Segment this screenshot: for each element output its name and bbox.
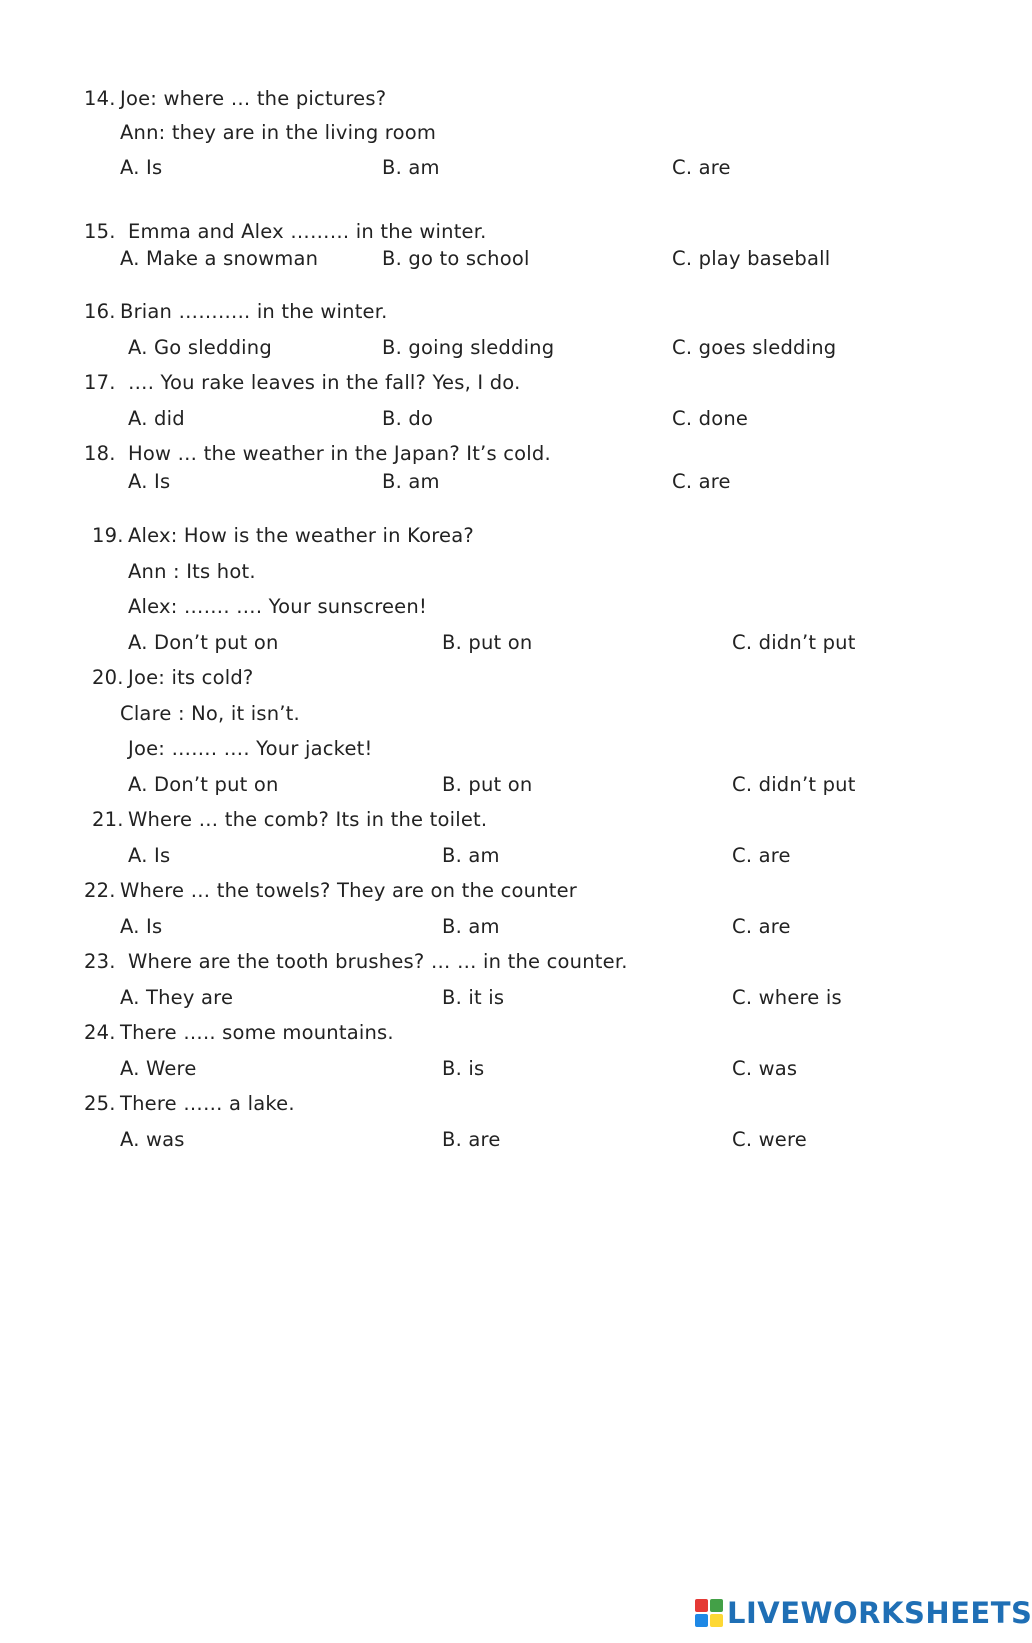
option-c: C. are bbox=[672, 156, 731, 179]
question-number: 22. bbox=[84, 879, 116, 902]
question-number: 21. bbox=[92, 808, 124, 831]
option-a: A. They are bbox=[120, 986, 234, 1009]
option-a: A. was bbox=[120, 1128, 185, 1151]
option-c: C. are bbox=[732, 915, 791, 938]
option-a: A. Don’t put on bbox=[128, 631, 279, 654]
option-c: C. were bbox=[732, 1128, 807, 1151]
question-number: 15. bbox=[84, 220, 116, 243]
option-a: A. did bbox=[128, 407, 185, 430]
option-b: B. put on bbox=[442, 631, 533, 654]
option-a: A. Don’t put on bbox=[128, 773, 279, 796]
option-b: B. am bbox=[442, 844, 500, 867]
question-number: 19. bbox=[92, 524, 124, 547]
option-c: C. didn’t put bbox=[732, 773, 856, 796]
option-b: B. are bbox=[442, 1128, 501, 1151]
question-text: Joe: ……. …. Your jacket! bbox=[128, 737, 373, 760]
option-c: C. play baseball bbox=[672, 247, 831, 270]
option-c: C. done bbox=[672, 407, 749, 430]
question-text: There ….. some mountains. bbox=[120, 1021, 394, 1044]
option-a: A. Is bbox=[128, 844, 171, 867]
question-text: Clare : No, it isn’t. bbox=[120, 702, 300, 725]
question-text: Emma and Alex ……… in the winter. bbox=[128, 220, 487, 243]
question-text: Joe: where … the pictures? bbox=[120, 87, 387, 110]
liveworksheets-logo-icon bbox=[695, 1599, 723, 1627]
question-text: …. You rake leaves in the fall? Yes, I do. bbox=[128, 371, 521, 394]
option-a: A. Is bbox=[120, 156, 163, 179]
question-number: 16. bbox=[84, 300, 116, 323]
option-b: B. am bbox=[382, 156, 440, 179]
question-text: There …… a lake. bbox=[120, 1092, 295, 1115]
question-number: 14. bbox=[84, 87, 116, 110]
option-c: C. goes sledding bbox=[672, 336, 837, 359]
option-c: C. where is bbox=[732, 986, 842, 1009]
question-text: Brian ……….. in the winter. bbox=[120, 300, 388, 323]
option-a: A. Is bbox=[120, 915, 163, 938]
option-a: A. Were bbox=[120, 1057, 197, 1080]
question-number: 20. bbox=[92, 666, 124, 689]
question-text: Where … the towels? They are on the counter bbox=[120, 879, 578, 902]
option-b: B. go to school bbox=[382, 247, 530, 270]
question-text: How … the weather in the Japan? It’s cold. bbox=[128, 442, 551, 465]
option-a: A. Go sledding bbox=[128, 336, 272, 359]
question-text: Ann : Its hot. bbox=[128, 560, 256, 583]
option-c: C. are bbox=[732, 844, 791, 867]
option-b: B. is bbox=[442, 1057, 485, 1080]
option-b: B. am bbox=[442, 915, 500, 938]
option-b: B. am bbox=[382, 470, 440, 493]
option-c: C. are bbox=[672, 470, 731, 493]
option-b: B. it is bbox=[442, 986, 505, 1009]
question-number: 24. bbox=[84, 1021, 116, 1044]
question-text: Where are the tooth brushes? … … in the counter. bbox=[128, 950, 628, 973]
option-b: B. going sledding bbox=[382, 336, 555, 359]
question-number: 25. bbox=[84, 1092, 116, 1115]
question-number: 23. bbox=[84, 950, 116, 973]
logo-text: LIVEWORKSHEETS bbox=[727, 1596, 1032, 1630]
question-number: 18. bbox=[84, 442, 116, 465]
question-text: Joe: its cold? bbox=[128, 666, 254, 689]
question-text: Where … the comb? Its in the toilet. bbox=[128, 808, 488, 831]
question-number: 17. bbox=[84, 371, 116, 394]
option-a: A. Is bbox=[128, 470, 171, 493]
option-c: C. didn’t put bbox=[732, 631, 856, 654]
liveworksheets-logo[interactable] bbox=[695, 1596, 1032, 1630]
option-b: B. do bbox=[382, 407, 434, 430]
option-a: A. Make a snowman bbox=[120, 247, 319, 270]
option-c: C. was bbox=[732, 1057, 798, 1080]
option-b: B. put on bbox=[442, 773, 533, 796]
question-text: Alex: How is the weather in Korea? bbox=[128, 524, 474, 547]
question-text: Ann: they are in the living room bbox=[120, 121, 437, 144]
question-text: Alex: ……. …. Your sunscreen! bbox=[128, 595, 427, 618]
